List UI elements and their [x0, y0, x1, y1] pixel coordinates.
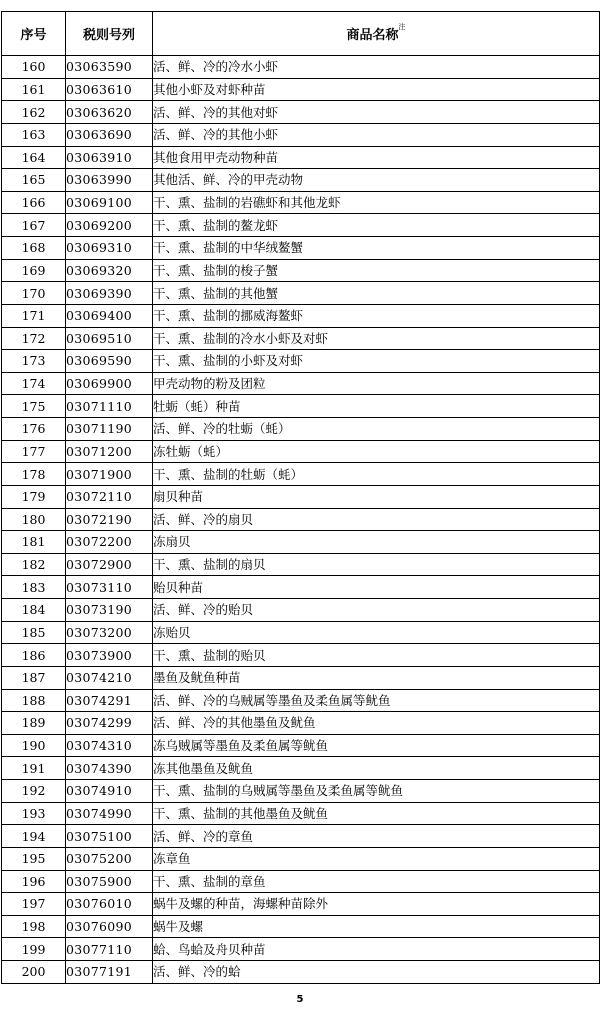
row-code-cell: 03074210	[66, 666, 153, 689]
row-name-cell: 墨鱼及鱿鱼种苗	[153, 666, 600, 689]
row-code-cell: 03069310	[66, 237, 153, 260]
row-seq-cell: 191	[2, 757, 66, 780]
row-name-cell: 牡蛎（蚝）种苗	[153, 395, 600, 418]
row-code-cell: 03077191	[66, 961, 153, 984]
table-row	[2, 689, 600, 712]
row-name-cell: 活、鲜、冷的冷水小虾	[153, 56, 600, 79]
row-name-cell: 干、熏、盐制的小虾及对虾	[153, 350, 600, 373]
row-seq-cell: 165	[2, 169, 66, 192]
row-seq-cell: 173	[2, 350, 66, 373]
table-row	[2, 780, 600, 803]
row-name-cell: 干、熏、盐制的冷水小虾及对虾	[153, 327, 600, 350]
row-code-cell: 03074910	[66, 780, 153, 803]
row-seq-cell: 177	[2, 440, 66, 463]
header-seq: 序号	[2, 12, 66, 56]
row-name-cell: 冻其他墨鱼及鱿鱼	[153, 757, 600, 780]
table-row	[2, 304, 600, 327]
row-name-cell: 干、熏、盐制的章鱼	[153, 870, 600, 893]
table-row	[2, 938, 600, 961]
table-row	[2, 553, 600, 576]
row-seq-cell: 200	[2, 961, 66, 984]
row-code-cell: 03069320	[66, 259, 153, 282]
row-name-cell: 干、熏、盐制的乌贼属等墨鱼及柔鱼属等鱿鱼	[153, 780, 600, 803]
row-name-cell: 扇贝种苗	[153, 485, 600, 508]
table-row	[2, 508, 600, 531]
row-name-cell: 活、鲜、冷的其他墨鱼及鱿鱼	[153, 712, 600, 735]
table-row	[2, 123, 600, 146]
row-name-cell: 干、熏、盐制的中华绒鳌蟹	[153, 237, 600, 260]
row-code-cell: 03069590	[66, 350, 153, 373]
table-header-row	[2, 12, 600, 56]
row-name-cell: 冻贻贝	[153, 621, 600, 644]
row-seq-cell: 174	[2, 372, 66, 395]
table-row	[2, 576, 600, 599]
row-seq-cell: 170	[2, 282, 66, 305]
row-seq-cell: 162	[2, 101, 66, 124]
row-seq-cell: 195	[2, 847, 66, 870]
row-name-cell: 蛤、鸟蛤及舟贝种苗	[153, 938, 600, 961]
row-code-cell: 03063590	[66, 56, 153, 79]
table-row	[2, 802, 600, 825]
row-seq-cell: 190	[2, 734, 66, 757]
row-seq-cell: 171	[2, 304, 66, 327]
header-name	[153, 12, 600, 56]
row-code-cell: 03069390	[66, 282, 153, 305]
row-seq-cell: 193	[2, 802, 66, 825]
row-seq-cell: 184	[2, 599, 66, 622]
table-row	[2, 893, 600, 916]
row-name-cell: 其他食用甲壳动物种苗	[153, 146, 600, 169]
table-body	[2, 56, 600, 984]
row-code-cell: 03074990	[66, 802, 153, 825]
row-code-cell: 03069400	[66, 304, 153, 327]
table-row	[2, 847, 600, 870]
row-code-cell: 03069100	[66, 191, 153, 214]
row-seq-cell: 172	[2, 327, 66, 350]
row-seq-cell: 180	[2, 508, 66, 531]
row-code-cell: 03071200	[66, 440, 153, 463]
row-name-cell: 其他小虾及对虾种苗	[153, 78, 600, 101]
row-code-cell: 03063910	[66, 146, 153, 169]
row-name-cell: 活、鲜、冷的乌贼属等墨鱼及柔鱼属等鱿鱼	[153, 689, 600, 712]
row-seq-cell: 160	[2, 56, 66, 79]
row-seq-cell: 164	[2, 146, 66, 169]
table-row	[2, 870, 600, 893]
row-code-cell: 03069900	[66, 372, 153, 395]
table-row	[2, 56, 600, 79]
table-row	[2, 78, 600, 101]
header-name-note: 注	[398, 23, 406, 31]
header-name-text: 商品名称	[346, 28, 399, 43]
row-name-cell: 冻扇贝	[153, 531, 600, 554]
row-code-cell: 03076090	[66, 915, 153, 938]
row-seq-cell: 166	[2, 191, 66, 214]
row-code-cell: 03069510	[66, 327, 153, 350]
row-seq-cell: 163	[2, 123, 66, 146]
row-code-cell: 03072190	[66, 508, 153, 531]
row-code-cell: 03077110	[66, 938, 153, 961]
row-code-cell: 03074310	[66, 734, 153, 757]
row-seq-cell: 188	[2, 689, 66, 712]
row-name-cell: 贻贝种苗	[153, 576, 600, 599]
table-row	[2, 463, 600, 486]
row-code-cell: 03075900	[66, 870, 153, 893]
row-name-cell: 干、熏、盐制的牡蛎（蚝）	[153, 463, 600, 486]
table-row	[2, 621, 600, 644]
row-code-cell: 03074291	[66, 689, 153, 712]
row-name-cell: 蜗牛及螺	[153, 915, 600, 938]
row-seq-cell: 196	[2, 870, 66, 893]
row-code-cell: 03063620	[66, 101, 153, 124]
row-code-cell: 03075200	[66, 847, 153, 870]
row-seq-cell: 198	[2, 915, 66, 938]
row-code-cell: 03073190	[66, 599, 153, 622]
table-row	[2, 350, 600, 373]
table-row	[2, 440, 600, 463]
table-row	[2, 666, 600, 689]
table-row	[2, 282, 600, 305]
row-name-cell: 活、鲜、冷的贻贝	[153, 599, 600, 622]
table-row	[2, 599, 600, 622]
table-row	[2, 825, 600, 848]
table-row	[2, 191, 600, 214]
table-row	[2, 418, 600, 441]
row-name-cell: 干、熏、盐制的梭子蟹	[153, 259, 600, 282]
table-row	[2, 734, 600, 757]
row-seq-cell: 189	[2, 712, 66, 735]
table-row	[2, 327, 600, 350]
table-row	[2, 372, 600, 395]
table-row	[2, 259, 600, 282]
row-name-cell: 干、熏、盐制的其他墨鱼及鱿鱼	[153, 802, 600, 825]
row-code-cell: 03069200	[66, 214, 153, 237]
row-seq-cell: 168	[2, 237, 66, 260]
row-seq-cell: 197	[2, 893, 66, 916]
table-row	[2, 395, 600, 418]
table-row	[2, 169, 600, 192]
row-code-cell: 03074390	[66, 757, 153, 780]
row-name-cell: 干、熏、盐制的其他蟹	[153, 282, 600, 305]
table-row	[2, 101, 600, 124]
row-seq-cell: 185	[2, 621, 66, 644]
table-row	[2, 485, 600, 508]
row-name-cell: 冻牡蛎（蚝）	[153, 440, 600, 463]
row-name-cell: 甲壳动物的粉及团粒	[153, 372, 600, 395]
row-name-cell: 其他活、鲜、冷的甲壳动物	[153, 169, 600, 192]
row-code-cell: 03071190	[66, 418, 153, 441]
page-number: 5	[296, 994, 304, 1005]
row-name-cell: 干、熏、盐制的挪威海鳌虾	[153, 304, 600, 327]
row-code-cell: 03063990	[66, 169, 153, 192]
row-name-cell: 活、鲜、冷的章鱼	[153, 825, 600, 848]
row-name-cell: 活、鲜、冷的蛤	[153, 961, 600, 984]
table-row	[2, 757, 600, 780]
row-seq-cell: 161	[2, 78, 66, 101]
tariff-table	[1, 11, 600, 984]
table-row	[2, 712, 600, 735]
row-seq-cell: 199	[2, 938, 66, 961]
row-seq-cell: 181	[2, 531, 66, 554]
table-row	[2, 214, 600, 237]
row-code-cell: 03074299	[66, 712, 153, 735]
row-seq-cell: 179	[2, 485, 66, 508]
row-seq-cell: 182	[2, 553, 66, 576]
header-code: 税则号列	[66, 12, 153, 56]
row-seq-cell: 178	[2, 463, 66, 486]
row-code-cell: 03072900	[66, 553, 153, 576]
table-row	[2, 961, 600, 984]
row-name-cell: 活、鲜、冷的扇贝	[153, 508, 600, 531]
row-code-cell: 03073200	[66, 621, 153, 644]
row-seq-cell: 176	[2, 418, 66, 441]
row-name-cell: 干、熏、盐制的贻贝	[153, 644, 600, 667]
row-name-cell: 干、熏、盐制的岩礁虾和其他龙虾	[153, 191, 600, 214]
row-name-cell: 活、鲜、冷的其他对虾	[153, 101, 600, 124]
row-name-cell: 蜗牛及螺的种苗，海螺种苗除外	[153, 893, 600, 916]
row-code-cell: 03063610	[66, 78, 153, 101]
row-seq-cell: 183	[2, 576, 66, 599]
table-row	[2, 146, 600, 169]
row-name-cell: 活、鲜、冷的其他小虾	[153, 123, 600, 146]
row-seq-cell: 175	[2, 395, 66, 418]
row-code-cell: 03075100	[66, 825, 153, 848]
row-seq-cell: 194	[2, 825, 66, 848]
table-row	[2, 915, 600, 938]
row-name-cell: 干、熏、盐制的鳌龙虾	[153, 214, 600, 237]
table-row	[2, 237, 600, 260]
row-code-cell: 03073900	[66, 644, 153, 667]
row-seq-cell: 192	[2, 780, 66, 803]
row-name-cell: 活、鲜、冷的牡蛎（蚝）	[153, 418, 600, 441]
row-code-cell: 03071110	[66, 395, 153, 418]
row-code-cell: 03063690	[66, 123, 153, 146]
row-code-cell: 03072200	[66, 531, 153, 554]
row-code-cell: 03076010	[66, 893, 153, 916]
row-seq-cell: 169	[2, 259, 66, 282]
row-code-cell: 03071900	[66, 463, 153, 486]
row-seq-cell: 187	[2, 666, 66, 689]
row-seq-cell: 167	[2, 214, 66, 237]
row-code-cell: 03073110	[66, 576, 153, 599]
row-seq-cell: 186	[2, 644, 66, 667]
row-name-cell: 冻乌贼属等墨鱼及柔鱼属等鱿鱼	[153, 734, 600, 757]
table-row	[2, 644, 600, 667]
row-name-cell: 冻章鱼	[153, 847, 600, 870]
row-name-cell: 干、熏、盐制的扇贝	[153, 553, 600, 576]
table-row	[2, 531, 600, 554]
row-code-cell: 03072110	[66, 485, 153, 508]
